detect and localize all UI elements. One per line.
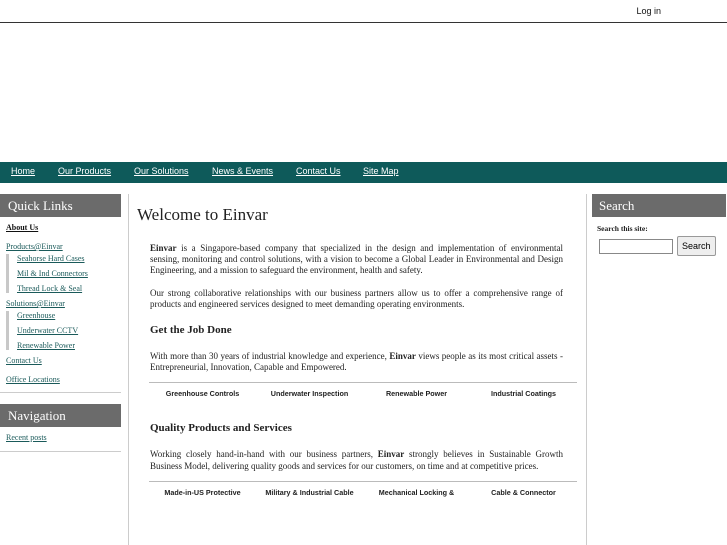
navigation-list [0, 427, 121, 442]
search-title: Search [592, 194, 726, 217]
main-nav [0, 162, 727, 183]
search-input[interactable] [599, 239, 673, 254]
job-text: With more than 30 years of industrial knowledge and experience, [150, 351, 390, 362]
divider [0, 392, 121, 393]
brand-name: Einvar [389, 351, 416, 362]
solution-item[interactable]: Industrial Coatings [490, 389, 557, 399]
nav-home[interactable]: Home [11, 166, 36, 176]
products-link[interactable]: Products@Einvar [6, 242, 63, 251]
products-submenu [6, 254, 121, 293]
quality-heading: Quality Products and Services [150, 422, 292, 435]
seahorse-link[interactable]: Seahorse Hard Cases [17, 254, 85, 263]
divider [128, 194, 129, 545]
divider [0, 451, 121, 452]
main-content [137, 205, 577, 497]
quality-paragraph [150, 449, 563, 471]
renewable-power-link[interactable]: Renewable Power [17, 341, 75, 350]
threadlock-link[interactable]: Thread Lock & Seal [17, 284, 83, 293]
partners-paragraph: Our strong collaborative relationships with our business partners allow us to offer a comprehensive range of products and engineered services designed to meet demanding operating environments. [150, 287, 563, 309]
login-link[interactable]: Log in [636, 6, 661, 16]
solution-item[interactable]: Underwater Inspection [270, 389, 349, 399]
office-locations-link[interactable]: Office Locations [6, 375, 60, 384]
top-bar [0, 0, 727, 23]
recent-posts-link[interactable]: Recent posts [6, 433, 47, 442]
job-heading: Get the Job Done [150, 324, 232, 337]
nav-our-products[interactable]: Our Products [58, 166, 112, 176]
quality-section [137, 449, 577, 471]
right-sidebar [592, 194, 726, 256]
brand-name: Einvar [377, 449, 405, 460]
job-paragraph [150, 351, 563, 373]
search-button[interactable]: Search [677, 236, 716, 256]
quick-links-list [0, 217, 121, 384]
intro-text: is a Singapore-based company that specialized in the design and implementation of environmental sensing, monitoring and control solutions, with a vision to become a Global Leader in Environmental and Design Engineering, and a mission to safeguard the environment, health and safety. [150, 243, 563, 276]
products-row [149, 481, 577, 497]
underwater-cctv-link[interactable]: Underwater CCTV [17, 326, 79, 335]
product-item[interactable]: Military & Industrial Cable [265, 487, 354, 497]
solution-item[interactable]: Renewable Power [385, 389, 448, 399]
product-item[interactable]: Cable & Connector [491, 487, 556, 497]
connectors-link[interactable]: Mil & Ind Connectors [17, 269, 88, 278]
nav-site-map[interactable]: Site Map [363, 166, 399, 176]
navigation-title: Navigation [0, 404, 121, 427]
solutions-row [149, 382, 577, 398]
search-label: Search this site: [597, 224, 648, 233]
brand-name: Einvar [150, 243, 177, 253]
left-sidebar [0, 194, 121, 452]
job-section [137, 351, 577, 373]
solution-item[interactable]: Greenhouse Controls [165, 389, 240, 399]
contact-us-link[interactable]: Contact Us [6, 356, 42, 365]
nav-our-solutions[interactable]: Our Solutions [134, 166, 189, 176]
quality-text: Working closely hand-in-hand with our business partners, [150, 449, 378, 460]
intro-section [137, 243, 577, 310]
page-title: Welcome to Einvar [137, 205, 268, 224]
product-item[interactable]: Mechanical Locking & [378, 487, 455, 497]
search-form [599, 236, 726, 256]
about-us-link[interactable]: About Us [6, 223, 39, 232]
nav-contact-us[interactable]: Contact Us [296, 166, 341, 176]
divider [586, 194, 587, 545]
solutions-submenu [6, 311, 121, 350]
nav-news-events[interactable]: News & Events [212, 166, 274, 176]
quality-text: strongly believes in Sustainable Growth Business Model, delivering quality goods and services for our customers, on time and at competitive prices. [150, 449, 564, 471]
solutions-link[interactable]: Solutions@Einvar [6, 299, 65, 308]
quick-links-title: Quick Links [0, 194, 121, 217]
job-text: views people as its most critical assets - Entrepreneurial, Innovation, Capable and Empowered. [150, 351, 564, 373]
product-item[interactable]: Made-in-US Protective [164, 487, 241, 497]
intro-paragraph [150, 243, 563, 277]
greenhouse-link[interactable]: Greenhouse [17, 311, 56, 320]
